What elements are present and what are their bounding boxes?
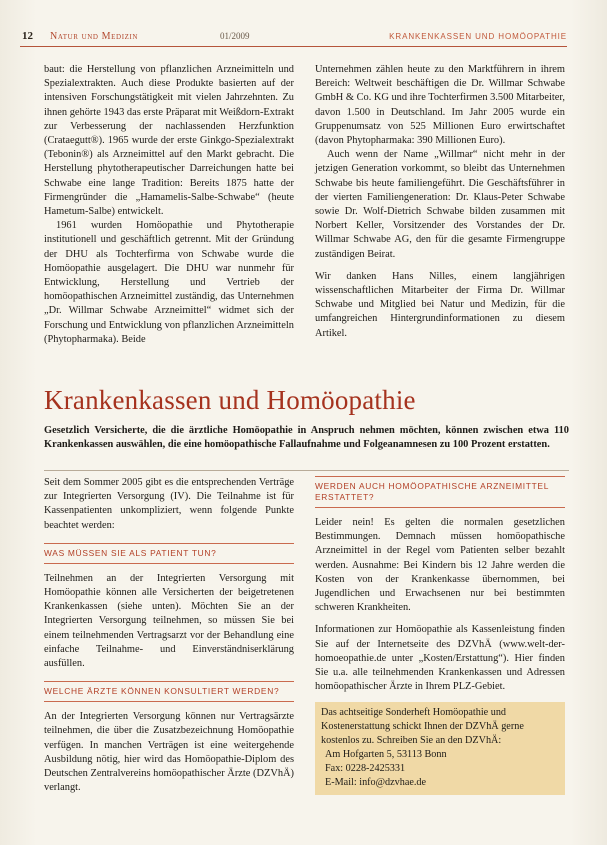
intro-column-right: [315, 63, 565, 341]
intro-paragraph: baut: die Herstellung von pflanzlichen Arzneimitteln und Spezialextrakten. Auch diese Produkte basierten auf der intensiven Forschungstätigkeit mit vielen Jahrzehnten. Zu ihnen gehörte 1943 das erste Präparat mit Weißdorn-Extrakt zur Verbesserung der nachlassenden Herzfunktion (Crataegutt®). 1965 wurde der erste Ginkgo-Spezialextrakt (Tebonin®) als Arzneimittel auf den Markt gebracht. Die Herstellung phytotherapeutischer Darreichungen hatte bei Schwabe eine lange Tradition: Bereits 1875 hatte der Firmengründer die „Hamamelis-Salbe-Schwabe“ (heute Hametum-Salbe) entwickelt.: [44, 64, 294, 218]
address: Am Hofgarten 5, 53113 Bonn: [325, 749, 447, 761]
section-text: An der Integrierten Versorgung können nur Vertragsärzte teilnehmen, die über die Zusatzbezeichnung Homöopathie verfügen. In manchen Verträgen ist eine weitergehende Ausbildung nötig, hier wird das Homöopathie-Diplom des Deutschen Zentralvereins homöopathischer Ärzte (DZVhÄ) verlangt.: [44, 711, 294, 794]
section-heading: WERDEN AUCH HOMÖOPATHISCHE ARZNEIMITTEL ERSTATTET?: [315, 476, 565, 508]
issue-number: 01/2009: [220, 31, 250, 41]
divider: [44, 470, 569, 471]
info-box: [315, 702, 565, 795]
section-heading: WAS MÜSSEN SIE ALS PATIENT TUN?: [44, 543, 294, 564]
intro-paragraph: 1961 wurden Homöopathie und Phytotherapie institutionell und geschäftlich getrennt. Mit der Gründung der DHU als Tochterfirma von Schwabe wurde die Homöopathie ausgelagert. Die DHU war nunmehr für Entwicklung, Herstellung und Vertrieb der homöopathischen Arzneimittel zuständig, das Unternehmen „Dr. Willmar Schwabe Arzneimittel“ widmet sich der Forschung und Entwicklung von pflanzlichen Arzneimitteln (Phytopharmaka). Beide: [44, 220, 294, 345]
page-number: 12: [22, 30, 33, 42]
section-name: KRANKENKASSEN UND HOMÖOPATHIE: [389, 32, 567, 41]
article-lead: Gesetzlich Versicherte, die die ärztliche Homöopathie in Anspruch nehmen möchten, können zwischen etwa 110 Krankenkassen auswählen, die eine homöopathische Fallaufnahme und Folgeanamnesen zu 100 Prozent erstatten.: [44, 425, 569, 451]
email-address: E-Mail: info@dzvhae.de: [325, 777, 427, 789]
article-intro: Seit dem Sommer 2005 gibt es die entsprechenden Verträge zur Integrierten Versorgung (IV). Die Teilnahme ist für Kassenpatienten unkompliziert, wenn folgende Punkte beachtet werden:: [44, 477, 294, 531]
intro-column-left: [44, 63, 294, 347]
section-text: Leider nein! Es gelten die normalen gesetzlichen Bestimmungen. Demnach müssen homöopathische Arzneimittel in der Regel vom Patienten selber bezahlt werden. Ausnahme: Bei Kindern bis 12 Jahre werden die Kosten von der Krankenkasse übernommen, bei Jugendlichen und Erwachsenen nur bei bestimmten schweren Krankheiten.: [315, 517, 565, 614]
article-column-left: [44, 476, 294, 795]
article-title: Krankenkassen und Homöopathie: [44, 385, 416, 415]
intro-paragraph: Auch wenn der Name „Willmar“ nicht mehr in der jetzigen Generation vorkommt, so bleibt das Unternehmen Schwabe bis heute familiengeführt. Die Geschäftsführer in der vierten Familiengeneration: Dr. Klaus-Peter Schwabe sowie Dr. Wolf-Dietrich Schwabe bilden zusammen mit Norbert Keller, Vorsitzender des Vorstandes der Dr. Willmar Schwabe AG, den für die gesamte Firmengruppe zuständigen Beirat.: [315, 149, 565, 260]
fax-number: Fax: 0228-2425331: [325, 763, 406, 775]
running-header: [20, 28, 567, 47]
acknowledgement: Wir danken Hans Nilles, einem langjährigen wissenschaftlichen Mitarbeiter der Firma Dr. Willmar Schwabe und Mitglied bei Natur und Medizin, für die umfangreichen Hintergrundinformationen zu diesem Artikel.: [315, 270, 565, 339]
more-info-text: Informationen zur Homöopathie als Kassenleistung finden Sie auf der Internetseite des DZVhÄ (www.welt-der-homoeopathie.de unter „Kosten/Erstattung“). Hier finden Sie u.a. alle teilnehmenden Krankenkassen und Adressen homöopathischer Ärzte in Ihrem PLZ-Gebiet.: [315, 624, 565, 693]
article-column-right: [315, 476, 565, 795]
section-text: Teilnehmen an der Integrierten Versorgung mit Homöopathie können alle Versicherten der beigetretenen Krankenkassen (siehe unten). Möchten Sie an der Integrierten Versorgung teilnehmen, so müssen Sie bei einem teilnehmenden Vertragsarzt vor der Behandlung eine einfache Teilnahme- und Einverständniserklärung ausfüllen.: [44, 572, 294, 670]
info-box-text: Das achtseitige Sonderheft Homöopathie und Kostenerstattung schickt Ihnen der DZVhÄ gerne kostenlos zu. Schreiben Sie an den DZVhÄ:: [321, 707, 524, 747]
section-heading: WELCHE ÄRZTE KÖNNEN KONSULTIERT WERDEN?: [44, 681, 294, 702]
magazine-name: Natur und Medizin: [50, 31, 139, 42]
intro-paragraph: Unternehmen zählen heute zu den Marktführern in ihrem Bereich: Weltweit beschäftigen die Dr. Willmar Schwabe GmbH & Co. KG und ihre Tochterfirmen 3.500 Mitarbeiter, davon 1.500 in Deutschland. Im Jahr 2005 wurde ein Gruppenumsatz von 525 Millionen Euro erwirtschaftet (davon Phytopharmaka: 390 Millionen Euro).: [315, 64, 566, 147]
